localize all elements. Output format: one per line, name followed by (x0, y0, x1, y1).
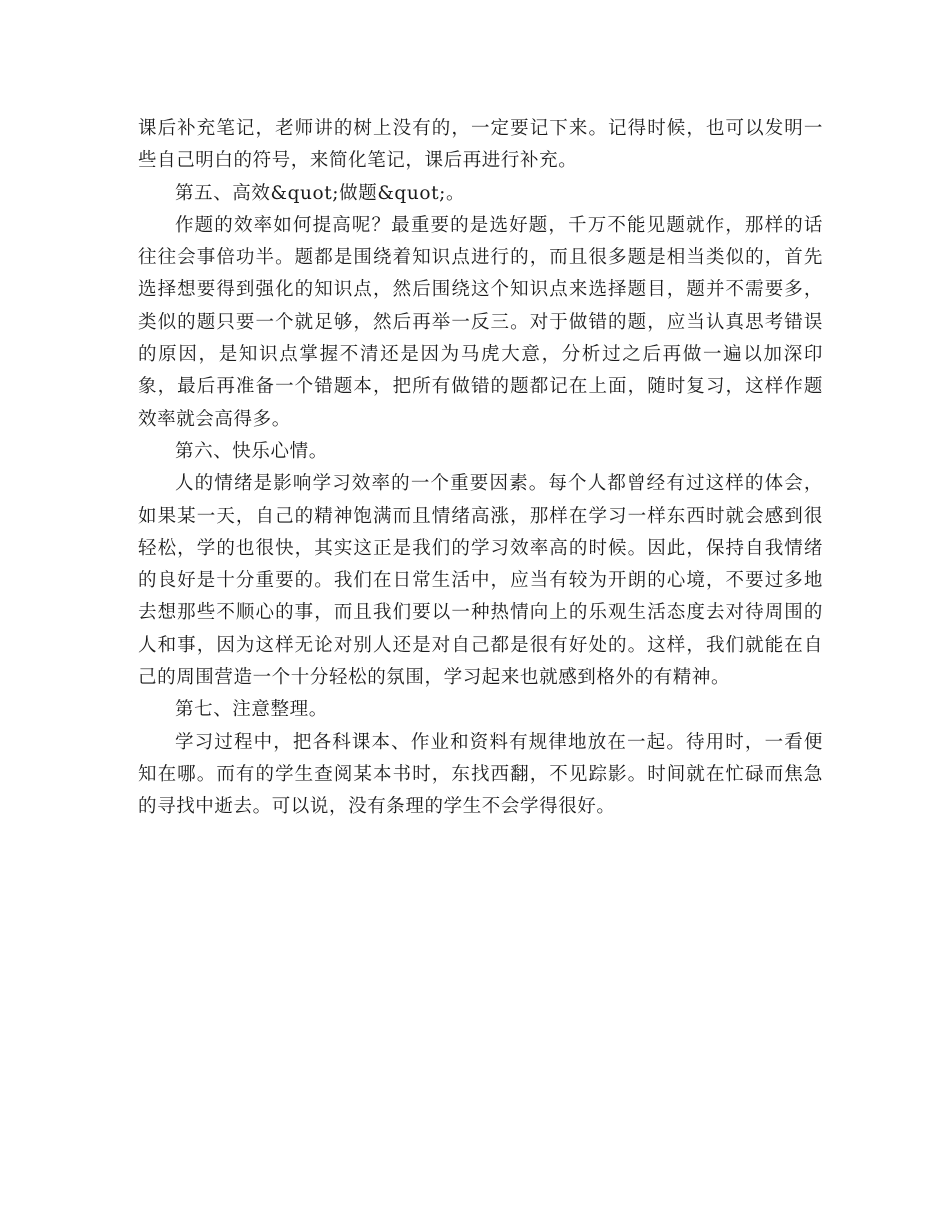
heading-seventh-organize: 第七、注意整理。 (175, 699, 328, 721)
heading-fifth-efficient-exercises: 第五、高效&quot;做题&quot;。 (175, 182, 466, 204)
paragraph-exercise-efficiency: 作题的效率如何提高呢？最重要的是选好题，千万不能见题就作，那样的话往往会事倍功半。题都是围绕着知识点进行的，而且很多题是相当类似的，首先选择想要得到强化的知识点，然后围绕这个知识点来选择题目，题并不需要多，类似的题只要一个就足够，然后再举一反三。对于做错的题，应当认真思考错误的原因，是知识点掌握不清还是因为马虎大意，分析过之后再做一遍以加深印象，最后再准备一个错题本，把所有做错的题都记在上面，随时复习，这样作题效率就会高得多。 (138, 214, 823, 430)
heading-sixth-happy-mood: 第六、快乐心情。 (175, 440, 328, 462)
paragraph-organization: 学习过程中，把各科课本、作业和资料有规律地放在一起。待用时，一看便知在哪。而有的学生查阅某本书时，东找西翻，不见踪影。时间就在忙碌而焦急的寻找中逝去。可以说，没有条理的学生不会学得很好。 (138, 731, 823, 818)
paragraph-emotion: 人的情绪是影响学习效率的一个重要因素。每个人都曾经有过这样的体会，如果某一天，自己的精神饱满而且情绪高涨，那样在学习一样东西时就会感到很轻松，学的也很快，其实这正是我们的学习效率高的时候。因此，保持自我情绪的良好是十分重要的。我们在日常生活中，应当有较为开朗的心境，不要过多地去想那些不顺心的事，而且我们要以一种热情向上的乐观生活态度去对待周围的人和事，因为这样无论对别人还是对自己都是很有好处的。这样，我们就能在自己的周围营造一个十分轻松的氛围，学习起来也就感到格外的有精神。 (138, 473, 823, 689)
document-body (138, 113, 823, 824)
paragraph-continued-notes: 课后补充笔记，老师讲的树上没有的，一定要记下来。记得时候，也可以发明一些自己明白的符号，来简化笔记，课后再进行补充。 (138, 118, 823, 172)
